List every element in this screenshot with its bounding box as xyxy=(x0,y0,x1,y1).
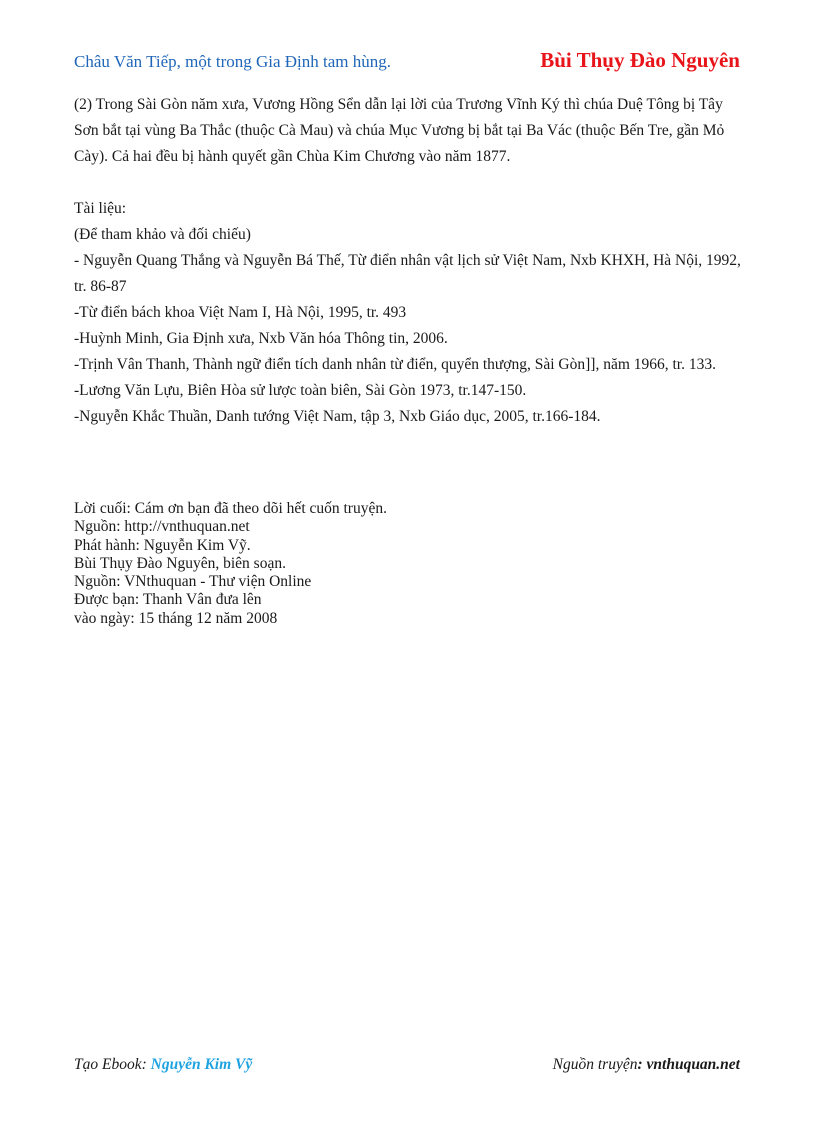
source-site: vnthuquan.net xyxy=(646,1056,740,1073)
credit-line: vào ngày: 15 tháng 12 năm 2008 xyxy=(74,609,278,627)
reference-item: -Huỳnh Minh, Gia Định xưa, Nxb Văn hóa Thông tin, 2006. xyxy=(74,330,448,347)
reference-item: - Nguyễn Quang Thắng và Nguyễn Bá Thế, Từ điển nhân vật lịch sử Việt Nam, Nxb KHXH, Hà Nội, 1992, tr. 86-87 xyxy=(74,252,741,295)
references-heading: Tài liệu: xyxy=(74,200,127,217)
ebook-maker-name: Nguyễn Kim Vỹ xyxy=(150,1056,253,1073)
author-name: Bùi Thụy Đào Nguyên xyxy=(540,48,740,72)
references-subheading: (Để tham khảo và đối chiếu) xyxy=(74,226,251,243)
credit-line: Được bạn: Thanh Vân đưa lên xyxy=(74,591,262,609)
credit-line: Lời cuối: Cám ơn bạn đã theo dõi hết cuốn truyện. xyxy=(74,500,387,517)
references-section xyxy=(74,196,746,430)
reference-item: -Từ điển bách khoa Việt Nam I, Hà Nội, 1995, tr. 493 xyxy=(74,304,407,321)
credit-line: Phát hành: Nguyễn Kim Vỹ. xyxy=(74,536,251,554)
chapter-title: Châu Văn Tiếp, một trong Gia Định tam hùng. xyxy=(74,52,392,71)
reference-item: -Lương Văn Lựu, Biên Hòa sử lược toàn biên, Sài Gòn 1973, tr.147-150. xyxy=(74,382,527,399)
footnote-paragraph: (2) Trong Sài Gòn năm xưa, Vương Hồng Sển dẫn lại lời của Trương Vĩnh Ký thì chúa Duệ Tông bị Tây Sơn bắt tại vùng Ba Thắc (thuộc Cà Mau) và chúa Mục Vương bị bắt tại Ba Vác (thuộc Bến Tre, gần Mỏ Cày). Cả hai đều bị hành quyết gần Chùa Kim Chương vào năm 1877. xyxy=(74,96,725,165)
reference-item: -Trịnh Vân Thanh, Thành ngữ điển tích danh nhân từ điển, quyển thượng, Sài Gòn]], năm 1966, tr. 133. xyxy=(74,356,716,373)
reference-item: -Nguyễn Khắc Thuần, Danh tướng Việt Nam, tập 3, Nxb Giáo dục, 2005, tr.166-184. xyxy=(74,408,601,425)
ebook-separator: : xyxy=(141,1056,151,1073)
footer-source xyxy=(553,1056,740,1074)
ebook-label: Tạo Ebook xyxy=(74,1056,142,1073)
main-content xyxy=(74,92,746,430)
credit-line: Nguồn: VNthuquan - Thư viện Online xyxy=(74,573,312,591)
source-separator: : xyxy=(637,1056,647,1073)
credits-section xyxy=(74,500,746,628)
credit-line: Nguồn: http://vnthuquan.net xyxy=(74,518,250,536)
source-label: Nguồn truyện xyxy=(552,1056,638,1073)
credit-line: Bùi Thụy Đào Nguyên, biên soạn. xyxy=(74,554,286,572)
footer-ebook-credit xyxy=(74,1056,252,1074)
